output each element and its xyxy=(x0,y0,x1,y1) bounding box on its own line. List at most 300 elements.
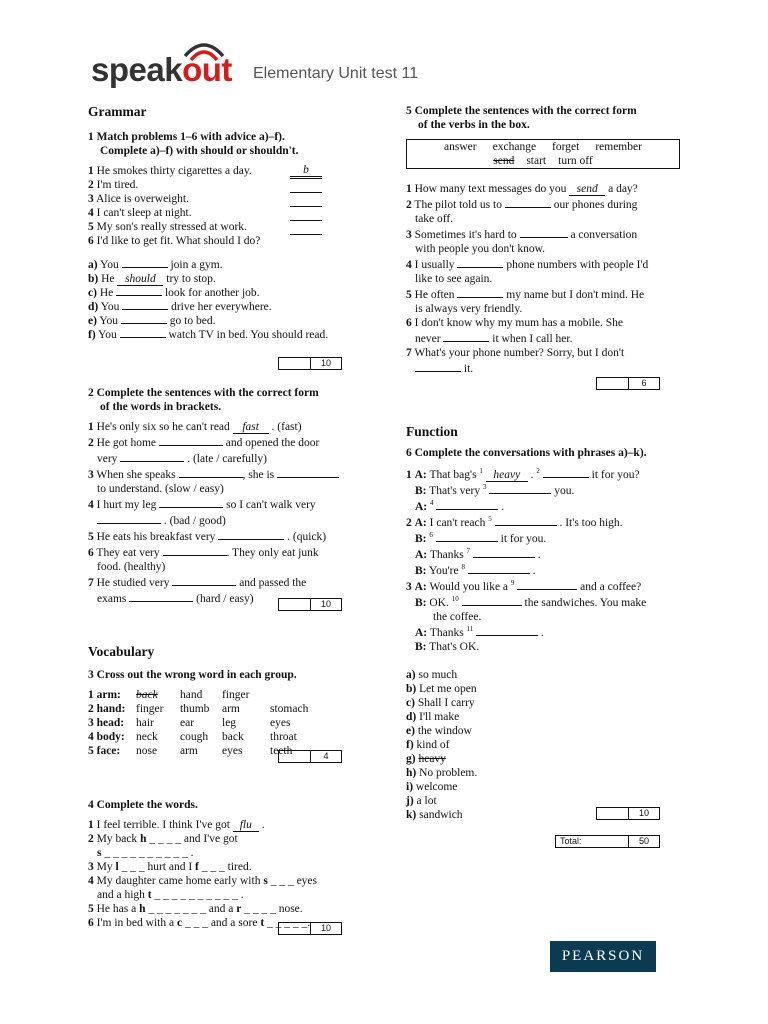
sentence-text: My daughter came home early with xyxy=(96,875,261,887)
ex2-instr-line1: Complete the sentences with the correct form xyxy=(96,387,319,399)
gap-number: 6 xyxy=(429,531,433,540)
ex4-line xyxy=(88,818,368,832)
ex3-instruction xyxy=(88,668,368,682)
grammar-heading: Grammar xyxy=(88,104,147,119)
total-label: Total: xyxy=(560,836,582,846)
problem-item xyxy=(88,206,368,220)
item-letter: e) xyxy=(406,725,415,737)
ex6-phrase-list xyxy=(406,668,696,822)
answer-blank[interactable] xyxy=(122,267,168,268)
phrase-text: I'll make xyxy=(419,711,460,723)
ex6-line xyxy=(406,514,696,530)
word-box-row xyxy=(407,154,679,168)
speaker-label: B: xyxy=(415,485,427,497)
ex2-line xyxy=(88,434,368,450)
answer-blank[interactable] xyxy=(457,286,503,298)
letter-hint: h xyxy=(140,833,147,845)
dialogue-text: . xyxy=(537,549,541,561)
item-number: 3 xyxy=(406,229,412,241)
item-number: 7 xyxy=(406,347,412,359)
verb-word-box xyxy=(406,139,680,169)
ex5-line xyxy=(406,182,696,196)
answer-blank[interactable] xyxy=(172,574,236,586)
group-label: 4 body: xyxy=(88,731,125,743)
gap-number: 9 xyxy=(510,579,515,588)
phrase-text: the window xyxy=(417,725,472,737)
item-letter: e) xyxy=(88,315,97,327)
phrase-text: Let me open xyxy=(419,683,477,695)
dialogue-text: That's very xyxy=(429,485,481,497)
vocabulary-heading: Vocabulary xyxy=(88,644,155,659)
dialogue-text: it for you. xyxy=(500,533,547,545)
speaker-label: A: xyxy=(414,517,427,529)
answer-blank[interactable] xyxy=(415,360,461,372)
ex1-advice-list xyxy=(88,258,368,342)
letter-blanks[interactable]: _ _ _ xyxy=(121,861,145,873)
answer-blank[interactable] xyxy=(473,546,535,558)
item-number: 2 xyxy=(406,517,412,529)
sentence-text: so I can't walk very xyxy=(226,499,316,511)
item-letter: f) xyxy=(88,329,96,341)
score-box-ex5 xyxy=(596,377,660,390)
ex4-line xyxy=(88,846,368,860)
item-number: 1 xyxy=(406,469,412,481)
group-word[interactable]: thumb xyxy=(180,703,210,715)
score-box-ex1 xyxy=(278,357,342,370)
group-word[interactable]: arm xyxy=(180,745,198,757)
ex6-instruction xyxy=(406,446,696,460)
item-letter: k) xyxy=(406,809,417,821)
answer-blank[interactable]: fast xyxy=(233,421,269,434)
sentence-text: He often xyxy=(414,289,455,301)
group-word[interactable]: stomach xyxy=(270,703,309,715)
item-number: 3 xyxy=(88,861,94,873)
letter-blanks[interactable]: _ _ _ _ xyxy=(244,903,276,915)
group-word[interactable]: hair xyxy=(136,717,154,729)
sentence-text: and a xyxy=(208,903,234,915)
group-word[interactable]: arm xyxy=(222,703,240,715)
item-letter: a) xyxy=(88,259,98,271)
score-box-ex3 xyxy=(278,750,342,763)
item-letter: g) xyxy=(406,753,416,765)
letter-blanks[interactable]: _ _ _ xyxy=(184,917,208,929)
ex2-instr-line2: of the words in brackets. xyxy=(100,401,222,413)
phrase-text: so much xyxy=(418,669,458,681)
ex6-line xyxy=(406,498,696,514)
group-word[interactable]: back xyxy=(136,689,158,701)
group-label: 2 hand: xyxy=(88,703,126,715)
ex6-line xyxy=(406,562,696,578)
problem-text: Alice is overweight. xyxy=(96,193,189,205)
word-group-row xyxy=(88,730,320,744)
ex2-line xyxy=(88,574,368,590)
letter-blanks[interactable]: _ _ _ xyxy=(270,875,294,887)
answer-blank[interactable] xyxy=(476,624,538,636)
answer-blank[interactable]: heavy xyxy=(486,469,528,482)
ex6-line xyxy=(406,624,696,640)
phrase-text: a lot xyxy=(416,795,437,807)
dialogue-text: I can't reach xyxy=(429,517,486,529)
item-number: 6 xyxy=(88,917,94,929)
answer-blank[interactable] xyxy=(443,330,489,342)
item-number: 2 xyxy=(88,437,94,449)
phrase-item xyxy=(406,668,696,682)
phrase-item xyxy=(406,738,696,752)
test-title: Elementary Unit test 11 xyxy=(253,65,419,82)
sentence-text: , she is xyxy=(242,469,275,481)
sentence-text: hurt and I xyxy=(147,861,193,873)
sentence-text: and opened the door xyxy=(225,437,320,449)
dialogue-text: you. xyxy=(554,485,575,497)
group-word[interactable]: finger xyxy=(222,689,250,701)
phrase-item xyxy=(406,710,696,724)
score-max: 6 xyxy=(641,378,647,388)
gap-number: 4 xyxy=(430,499,434,508)
answer-blank[interactable] xyxy=(436,530,498,542)
advice-item xyxy=(88,272,368,286)
group-word[interactable]: cough xyxy=(180,731,209,743)
speaker-label: A: xyxy=(414,581,427,593)
answer-blank[interactable] xyxy=(163,544,227,556)
advice-text: You xyxy=(98,329,117,341)
group-word[interactable]: hand xyxy=(180,689,203,701)
answer-blank[interactable]: flu xyxy=(233,819,259,832)
letter-blanks[interactable]: _ _ _ xyxy=(201,861,225,873)
answer-blank[interactable] xyxy=(462,594,522,606)
box-word: answer xyxy=(444,141,477,153)
item-letter: b) xyxy=(406,683,417,695)
word-group-row xyxy=(88,702,320,716)
sentence-text: I usually xyxy=(414,259,455,271)
answer-blank[interactable] xyxy=(457,256,503,268)
ex6-instr-text: Complete the conversations with phrases a)–k). xyxy=(414,447,647,459)
box-word: send xyxy=(493,155,515,167)
sentence-text: I feel terrible. I think I've got xyxy=(96,819,230,831)
item-number: 2 xyxy=(88,833,94,845)
sentence-text: I hurt my leg xyxy=(96,499,157,511)
ex6-line xyxy=(406,482,696,498)
group-word[interactable]: throat xyxy=(270,731,297,743)
speaker-label: B: xyxy=(415,533,427,545)
match-blank[interactable]: b xyxy=(290,164,322,177)
dialogue-text: . It's too high. xyxy=(559,517,623,529)
dialogue-text: Would you like a xyxy=(429,581,509,593)
letter-blanks[interactable]: _ _ _ _ _ _ _ xyxy=(148,903,206,915)
sentence-text: My xyxy=(96,861,113,873)
letter-blanks[interactable]: _ _ _ _ _ _ _ _ _ _ xyxy=(104,847,188,859)
problem-text: I'm tired. xyxy=(96,179,139,191)
answer-blank[interactable] xyxy=(468,562,530,574)
ex5-instr-line2: of the verbs in the box. xyxy=(418,119,530,131)
speaker-label: B: xyxy=(415,597,427,609)
box-word: forget xyxy=(552,141,580,153)
ex3-number: 3 xyxy=(88,669,94,681)
left-column xyxy=(88,104,368,933)
dialogue-text: . xyxy=(530,469,534,481)
answer-blank[interactable] xyxy=(517,578,577,590)
group-word[interactable]: nose xyxy=(136,745,158,757)
score-box-ex4 xyxy=(278,922,342,935)
ex6-line xyxy=(406,594,696,610)
answer-blank[interactable] xyxy=(159,496,223,508)
problem-text: My son's really stressed at work. xyxy=(96,221,247,233)
ex6-line xyxy=(406,610,696,624)
ex3-word-table xyxy=(88,688,320,758)
ex6-line xyxy=(406,530,696,546)
answer-blank[interactable] xyxy=(436,498,498,510)
ex5-line xyxy=(406,360,696,376)
answer-blank[interactable] xyxy=(120,337,166,338)
group-word[interactable]: eyes xyxy=(270,717,291,729)
sentence-text: to understand. (slow / easy) xyxy=(97,483,224,495)
advice-item xyxy=(88,314,368,328)
ex5-line xyxy=(406,196,696,212)
sentence-text: is always very friendly. xyxy=(415,303,523,315)
problem-item xyxy=(88,234,368,248)
answer-blank[interactable] xyxy=(218,528,284,540)
group-word[interactable]: teeth xyxy=(270,745,293,757)
letter-hint: s xyxy=(263,875,268,887)
ex2-line xyxy=(88,560,368,574)
answer-blank[interactable]: send xyxy=(569,183,605,196)
phrase-item xyxy=(406,696,696,710)
advice-item xyxy=(88,328,368,342)
ex1-instr-line1: Match problems 1–6 with advice a)–f). xyxy=(96,131,285,143)
brand-wordmark xyxy=(91,50,232,90)
answer-blank[interactable] xyxy=(505,196,551,208)
sentence-text: exams xyxy=(97,593,127,605)
answer-blank[interactable] xyxy=(116,295,162,296)
group-label: 1 arm: xyxy=(88,689,121,701)
ex5-line xyxy=(406,242,696,256)
ex2-line xyxy=(88,544,368,560)
ex2-line xyxy=(88,482,368,496)
ex5-line xyxy=(406,286,696,302)
answer-blank[interactable] xyxy=(277,466,339,478)
answer-blank[interactable] xyxy=(121,323,167,324)
problem-item xyxy=(88,178,368,192)
sentence-text: nose. xyxy=(278,903,303,915)
letter-blanks[interactable]: _ _ _ _ _ xyxy=(267,917,308,929)
ex4-number: 4 xyxy=(88,799,94,811)
sentence-text: . xyxy=(190,847,194,859)
match-blank[interactable] xyxy=(290,234,322,235)
box-word: start xyxy=(526,155,547,167)
item-number: 3 xyxy=(88,469,94,481)
group-word[interactable]: finger xyxy=(136,703,164,715)
speaker-label: A: xyxy=(415,549,428,561)
sentence-text: a day? xyxy=(608,183,638,195)
ex2-line xyxy=(88,528,368,544)
score-box-ex2 xyxy=(278,598,342,611)
ex4-line xyxy=(88,888,368,902)
problem-text: I can't sleep at night. xyxy=(96,207,192,219)
item-letter: h) xyxy=(406,767,417,779)
ex1-instr-line2: Complete a)–f) with should or shouldn't. xyxy=(100,145,299,157)
ex2-line xyxy=(88,450,368,466)
sentence-text: He eats his breakfast very xyxy=(96,531,216,543)
dialogue-text: That's OK. xyxy=(429,641,480,653)
speaker-label: B: xyxy=(415,565,427,577)
word-group-row xyxy=(88,688,320,702)
item-number: 6 xyxy=(88,235,94,247)
ex6-line xyxy=(406,466,696,482)
phrase-text: sandwich xyxy=(419,809,463,821)
advice-text: look for another job. xyxy=(164,287,260,299)
item-number: 4 xyxy=(88,499,94,511)
sentence-text: and passed the xyxy=(239,577,307,589)
match-blank[interactable] xyxy=(290,206,322,207)
score-box-ex6 xyxy=(596,807,660,820)
advice-text: join a gym. xyxy=(170,259,223,271)
dialogue-text: the sandwiches. You make xyxy=(524,597,647,609)
ex5-line xyxy=(406,302,696,316)
answer-blank[interactable] xyxy=(520,226,568,238)
dialogue-text: the coffee. xyxy=(433,611,482,623)
item-letter: i) xyxy=(406,781,414,793)
answer-blank[interactable] xyxy=(489,482,551,494)
group-label: 5 face: xyxy=(88,745,121,757)
item-number: 6 xyxy=(406,317,412,329)
problem-item xyxy=(88,220,368,234)
match-blank[interactable] xyxy=(290,192,322,193)
sentence-text: never xyxy=(415,333,441,345)
ex4-line xyxy=(88,860,368,874)
answer-blank[interactable] xyxy=(97,512,161,524)
ex5-line xyxy=(406,272,696,286)
item-number: 4 xyxy=(88,875,94,887)
advice-text: He xyxy=(101,273,115,285)
sentence-text: How many text messages do you xyxy=(414,183,567,195)
ex2-number: 2 xyxy=(88,387,94,399)
advice-text: watch TV in bed. You should read. xyxy=(168,329,329,341)
advice-text: try to stop. xyxy=(166,273,216,285)
dialogue-text: it for you? xyxy=(591,469,640,481)
sentence-text: it when I call her. xyxy=(492,333,573,345)
speaker-label: A: xyxy=(415,501,428,513)
sentence-text: it. xyxy=(463,363,474,375)
answer-blank[interactable] xyxy=(122,309,168,310)
advice-text: drive her everywhere. xyxy=(171,301,272,313)
match-blank[interactable] xyxy=(290,220,322,221)
advice-text: You xyxy=(100,259,119,271)
item-number: 5 xyxy=(406,289,412,301)
problem-text: I'd like to get fit. What should I do? xyxy=(96,235,261,247)
answer-blank[interactable] xyxy=(120,450,184,462)
box-word: turn off xyxy=(558,155,593,167)
item-letter: c) xyxy=(406,697,415,709)
ex3-instr-text: Cross out the wrong word in each group. xyxy=(96,669,297,681)
ex5-instruction xyxy=(406,104,696,118)
advice-item xyxy=(88,300,368,314)
answer-blank[interactable]: should xyxy=(117,273,163,286)
answer-blank[interactable] xyxy=(129,590,193,602)
speaker-label: B: xyxy=(415,641,427,653)
group-word[interactable] xyxy=(270,688,320,702)
ex5-line xyxy=(406,346,696,360)
item-number: 3 xyxy=(88,193,94,205)
sentence-text: and a high xyxy=(97,889,145,901)
group-word[interactable]: leg xyxy=(222,717,237,729)
pearson-logo: PEARSON xyxy=(550,941,656,972)
gap-number: 3 xyxy=(482,483,487,492)
group-word[interactable]: eyes xyxy=(222,745,243,757)
sentence-text: food. (healthy) xyxy=(97,561,166,573)
phrase-item xyxy=(406,752,696,766)
sentence-text: My back xyxy=(96,833,138,845)
sentence-text: He has a xyxy=(96,903,137,915)
answer-blank[interactable] xyxy=(179,466,243,478)
item-number: 3 xyxy=(406,581,412,593)
group-word[interactable]: back xyxy=(222,731,244,743)
sentence-text: . They only eat junk xyxy=(226,547,319,559)
total-score-box xyxy=(555,835,660,848)
sentence-text: He studied very xyxy=(96,577,170,589)
score-max: 4 xyxy=(323,751,329,761)
group-word[interactable]: neck xyxy=(136,731,158,743)
total-value: 50 xyxy=(638,836,649,846)
score-max: 10 xyxy=(320,923,331,933)
sentence-text: very xyxy=(97,453,118,465)
answer-blank[interactable] xyxy=(159,434,223,446)
sentence-text: What's your phone number? Sorry, but I don't xyxy=(414,347,625,359)
gap-number: 8 xyxy=(461,563,465,572)
dialogue-text: Thanks xyxy=(429,627,464,639)
speaker-label: A: xyxy=(414,469,427,481)
advice-item xyxy=(88,286,368,300)
item-letter: d) xyxy=(88,301,99,313)
letter-blanks[interactable]: _ _ _ _ xyxy=(149,833,181,845)
ex2-instruction xyxy=(88,386,368,400)
brand-out: out xyxy=(182,51,232,88)
dialogue-text: and a coffee? xyxy=(580,581,642,593)
phrase-item xyxy=(406,794,696,808)
letter-hint: r xyxy=(236,903,242,915)
phrase-item xyxy=(406,766,696,780)
item-letter: f) xyxy=(406,739,414,751)
score-max: 10 xyxy=(638,808,649,818)
ex1-problem-list xyxy=(88,164,368,248)
score-max: 10 xyxy=(320,599,331,609)
letter-blanks[interactable]: _ _ _ _ _ _ _ _ _ _ xyxy=(154,889,238,901)
sentence-text: a conversation xyxy=(570,229,638,241)
advice-text: go to bed. xyxy=(169,315,216,327)
sentence-text: . xyxy=(240,889,244,901)
ex2-line xyxy=(88,496,368,512)
letter-hint: t xyxy=(260,917,265,929)
sentence-text: with people you don't know. xyxy=(415,243,546,255)
ex6-line xyxy=(406,640,696,654)
answer-blank[interactable] xyxy=(495,514,557,526)
match-blank[interactable] xyxy=(290,178,322,179)
sentence-text: . (quick) xyxy=(287,531,327,543)
item-number: 1 xyxy=(88,421,94,433)
ex2-line xyxy=(88,466,368,482)
sentence-text: I don't know why my mum has a mobile. She xyxy=(414,317,624,329)
word-group-row xyxy=(88,716,320,730)
item-number: 5 xyxy=(88,903,94,915)
group-word[interactable]: ear xyxy=(180,717,195,729)
answer-blank[interactable] xyxy=(543,466,589,478)
phrase-item xyxy=(406,780,696,794)
box-word: exchange xyxy=(492,141,537,153)
ex4-line xyxy=(88,832,368,846)
sentence-text: (hard / easy) xyxy=(196,593,254,605)
item-number: 7 xyxy=(88,577,94,589)
advice-item xyxy=(88,258,368,272)
sentence-text: like to see again. xyxy=(415,273,493,285)
ex5-number: 5 xyxy=(406,105,412,117)
